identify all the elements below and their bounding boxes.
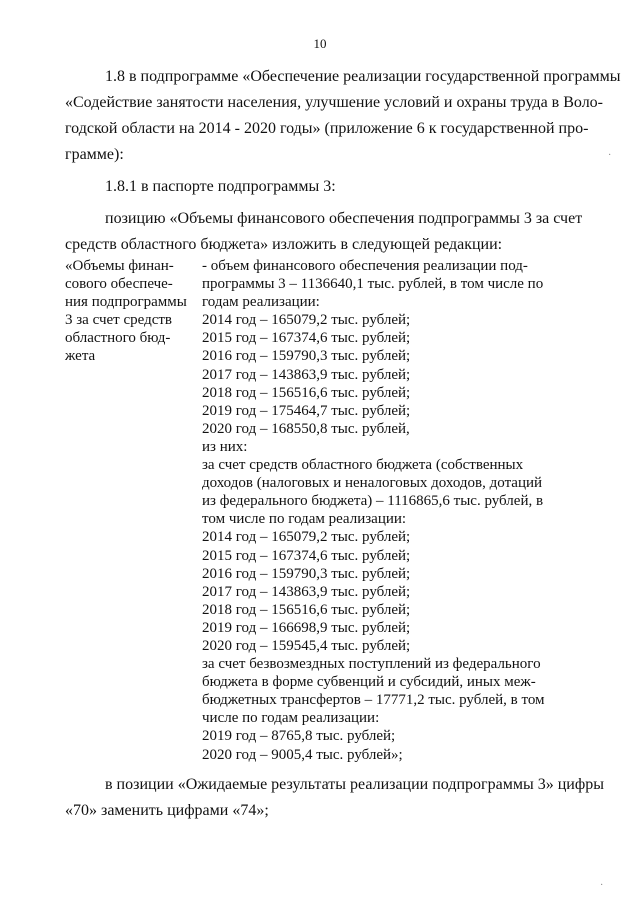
- text-line: 2014 год – 165079,2 тыс. рублей;: [202, 529, 411, 546]
- text-line: 2019 год – 175464,7 тыс. рублей;: [202, 402, 411, 419]
- text-line: том числе по годам реализации:: [202, 511, 407, 528]
- text-line: в позиции «Ожидаемые результаты реализации подпрограммы 3» цифры: [105, 776, 604, 793]
- text-line: жета: [65, 348, 96, 365]
- text-line: доходов (налоговых и неналоговых доходов, дотаций: [202, 475, 543, 492]
- text-line: 2018 год – 156516,6 тыс. рублей;: [202, 601, 411, 618]
- text-line: за счет средств областного бюджета (собственных: [202, 457, 524, 474]
- text-line: числе по годам реализации:: [202, 710, 380, 727]
- text-line: 2019 год – 166698,9 тыс. рублей;: [202, 619, 411, 636]
- text-line: 2016 год – 159790,3 тыс. рублей;: [202, 348, 411, 365]
- text-line: - объем финансового обеспечения реализации под-: [202, 258, 528, 274]
- text-line: из них:: [202, 438, 248, 455]
- text-line: сового обеспече-: [65, 276, 173, 293]
- paragraph-1-8-1: [65, 174, 595, 200]
- text-line: 2018 год – 156516,6 тыс. рублей;: [202, 384, 411, 401]
- text-line: 2016 год – 159790,3 тыс. рублей;: [202, 565, 411, 582]
- text-line: годам реализации:: [202, 294, 320, 311]
- text-line: 1.8.1 в паспорте подпрограммы 3:: [105, 178, 336, 195]
- text-line: 2017 год – 143863,9 тыс. рублей;: [202, 366, 411, 383]
- text-line: 3 за счет средств: [65, 312, 172, 329]
- text-line: годской области на 2014 - 2020 годы» (приложение 6 к государственной про-: [65, 120, 589, 137]
- text-line: «70» заменить цифрами «74»;: [65, 802, 269, 819]
- paragraph-position: [65, 206, 595, 258]
- intro-section: [65, 64, 621, 258]
- text-line: «Объемы финан-: [65, 258, 174, 274]
- text-line: 1.8 в подпрограмме «Обеспечение реализации государственной программы: [105, 68, 621, 85]
- table-right-column: [202, 257, 562, 764]
- text-line: позицию «Объемы финансового обеспечения подпрограммы 3 за счет: [105, 210, 583, 227]
- text-line: 2014 год – 165079,2 тыс. рублей;: [202, 312, 411, 329]
- text-line: 2015 год – 167374,6 тыс. рублей;: [202, 547, 411, 564]
- text-line: бюджетных трансфертов – 17771,2 тыс. рублей, в том: [202, 692, 545, 709]
- text-line: 2019 год – 8765,8 тыс. рублей;: [202, 728, 396, 745]
- paragraph-1-8: [65, 64, 621, 168]
- paragraph-expected-results: [65, 772, 604, 824]
- text-line: 2020 год – 159545,4 тыс. рублей;: [202, 637, 411, 654]
- text-line: областного бюд-: [65, 330, 171, 347]
- text-line: 2020 год – 9005,4 тыс. рублей»;: [202, 746, 403, 763]
- page-number: 10: [313, 36, 327, 51]
- text-line: программы 3 – 1136640,1 тыс. рублей, в том числе по: [202, 276, 544, 293]
- text-line: бюджета в форме субвенций и субсидий, иных меж-: [202, 674, 536, 691]
- text-line: за счет безвозмездных поступлений из федерального: [202, 656, 541, 673]
- text-line: ния подпрограммы: [65, 294, 187, 311]
- text-line: 2017 год – 143863,9 тыс. рублей;: [202, 583, 411, 600]
- outro-section: [65, 772, 604, 824]
- table-left-column: [65, 257, 193, 366]
- text-line: средств областного бюджета» изложить в следующей редакции:: [65, 236, 503, 253]
- text-line: из федерального бюджета) – 1116865,6 тыс. рублей, в: [202, 493, 544, 510]
- text-line: «Содействие занятости населения, улучшение условий и охраны труда в Воло-: [65, 94, 603, 111]
- text-line: 2020 год – 168550,8 тыс. рублей,: [202, 420, 410, 437]
- scan-speck: ·: [608, 150, 612, 161]
- text-line: грамме):: [65, 146, 124, 163]
- text-line: 2015 год – 167374,6 тыс. рублей;: [202, 330, 411, 347]
- scan-speck: ·: [600, 880, 604, 891]
